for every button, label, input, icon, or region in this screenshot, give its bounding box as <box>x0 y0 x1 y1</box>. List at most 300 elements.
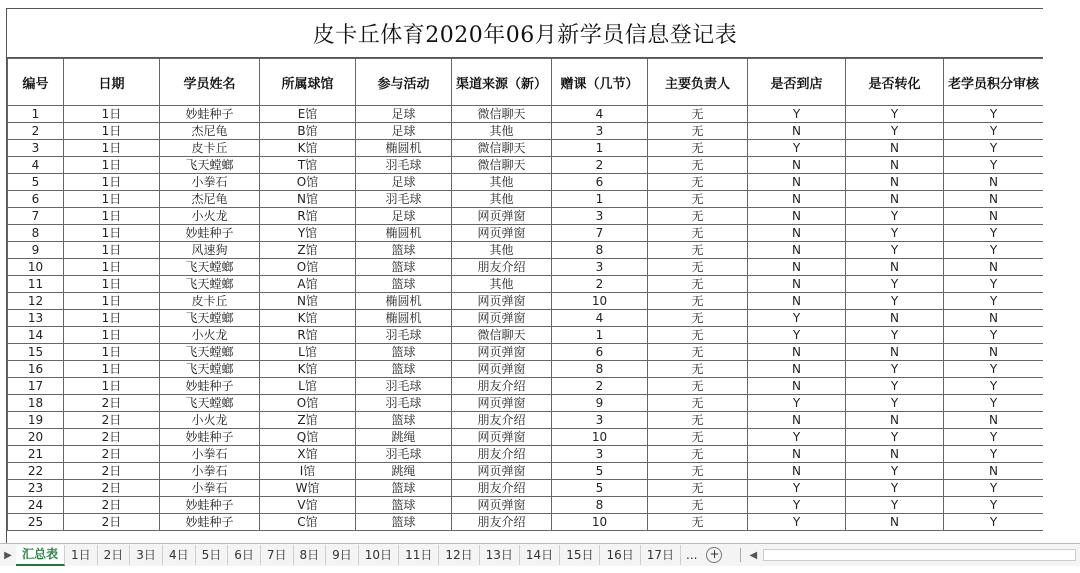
table-cell[interactable]: N <box>748 463 846 480</box>
table-cell[interactable]: 无 <box>648 276 748 293</box>
table-cell[interactable]: Q馆 <box>260 429 356 446</box>
table-cell[interactable]: B馆 <box>260 123 356 140</box>
table-cell[interactable]: C馆 <box>260 514 356 531</box>
sheet-tab[interactable]: 2日 <box>98 545 131 565</box>
table-cell[interactable]: 1日 <box>64 157 160 174</box>
table-cell[interactable]: X馆 <box>260 446 356 463</box>
table-cell[interactable]: 1日 <box>64 191 160 208</box>
table-cell[interactable]: 篮球 <box>356 276 452 293</box>
table-cell[interactable]: 1日 <box>64 242 160 259</box>
table-cell[interactable]: N馆 <box>260 191 356 208</box>
table-cell[interactable]: 1日 <box>64 361 160 378</box>
table-cell[interactable]: 其他 <box>452 123 552 140</box>
table-cell[interactable]: E馆 <box>260 106 356 123</box>
table-cell[interactable]: Y <box>748 514 846 531</box>
table-cell[interactable]: 5 <box>8 174 64 191</box>
column-header[interactable]: 学员姓名 <box>160 59 260 106</box>
table-cell[interactable]: N <box>944 412 1044 429</box>
table-cell[interactable]: 2 <box>8 123 64 140</box>
table-cell[interactable]: 朋友介绍 <box>452 378 552 395</box>
table-cell[interactable]: 20 <box>8 429 64 446</box>
table-cell[interactable]: 飞天螳螂 <box>160 310 260 327</box>
sheet-tab[interactable]: 13日 <box>480 545 520 565</box>
table-cell[interactable]: 杰尼龟 <box>160 123 260 140</box>
table-cell[interactable]: 微信聊天 <box>452 106 552 123</box>
table-cell[interactable]: O馆 <box>260 395 356 412</box>
sheet-tab[interactable]: 8日 <box>294 545 327 565</box>
table-cell[interactable]: 1 <box>552 327 648 344</box>
table-cell[interactable]: 无 <box>648 327 748 344</box>
table-cell[interactable]: 羽毛球 <box>356 378 452 395</box>
table-cell[interactable]: 18 <box>8 395 64 412</box>
sheet-tab[interactable]: 10日 <box>359 545 399 565</box>
table-cell[interactable]: 14 <box>8 327 64 344</box>
table-cell[interactable]: N <box>846 310 944 327</box>
table-cell[interactable]: 椭圆机 <box>356 310 452 327</box>
column-header[interactable]: 老学员积分审核 <box>944 59 1044 106</box>
table-cell[interactable]: 无 <box>648 514 748 531</box>
table-cell[interactable]: 其他 <box>452 276 552 293</box>
table-cell[interactable]: 无 <box>648 225 748 242</box>
table-cell[interactable]: 3 <box>552 123 648 140</box>
table-cell[interactable]: 羽毛球 <box>356 191 452 208</box>
table-cell[interactable]: Y <box>846 361 944 378</box>
table-cell[interactable]: 无 <box>648 242 748 259</box>
table-cell[interactable]: 无 <box>648 140 748 157</box>
table-cell[interactable]: 妙蛙种子 <box>160 514 260 531</box>
table-cell[interactable]: Y <box>944 293 1044 310</box>
table-cell[interactable]: 5 <box>552 480 648 497</box>
column-header[interactable]: 主要负责人 <box>648 59 748 106</box>
table-cell[interactable]: 飞天螳螂 <box>160 276 260 293</box>
table-cell[interactable]: 小拳石 <box>160 174 260 191</box>
table-cell[interactable]: N <box>846 140 944 157</box>
sheet-tab[interactable]: 12日 <box>439 545 479 565</box>
table-cell[interactable]: 羽毛球 <box>356 327 452 344</box>
table-cell[interactable]: Y <box>846 480 944 497</box>
table-cell[interactable]: 网页弹窗 <box>452 344 552 361</box>
table-cell[interactable]: Y <box>846 276 944 293</box>
table-cell[interactable]: 6 <box>8 191 64 208</box>
table-cell[interactable]: 2日 <box>64 463 160 480</box>
table-cell[interactable]: Y <box>748 480 846 497</box>
table-cell[interactable]: 无 <box>648 293 748 310</box>
table-cell[interactable]: N <box>748 208 846 225</box>
table-cell[interactable]: 无 <box>648 157 748 174</box>
table-cell[interactable]: Y <box>846 429 944 446</box>
table-cell[interactable]: N <box>846 259 944 276</box>
table-cell[interactable]: 网页弹窗 <box>452 429 552 446</box>
table-cell[interactable]: 篮球 <box>356 412 452 429</box>
table-cell[interactable]: 2日 <box>64 497 160 514</box>
table-cell[interactable]: N <box>846 157 944 174</box>
table-cell[interactable]: 1日 <box>64 106 160 123</box>
table-cell[interactable]: 7 <box>8 208 64 225</box>
table-cell[interactable]: 篮球 <box>356 344 452 361</box>
table-cell[interactable]: N <box>748 293 846 310</box>
table-cell[interactable]: Y <box>944 514 1044 531</box>
table-cell[interactable]: 1日 <box>64 293 160 310</box>
sheet-tab[interactable]: 4日 <box>163 545 196 565</box>
table-cell[interactable]: N <box>748 225 846 242</box>
table-cell[interactable]: 无 <box>648 361 748 378</box>
table-cell[interactable]: Y馆 <box>260 225 356 242</box>
column-header[interactable]: 是否转化 <box>846 59 944 106</box>
table-cell[interactable]: 飞天螳螂 <box>160 395 260 412</box>
table-cell[interactable]: 1日 <box>64 378 160 395</box>
table-cell[interactable]: 2 <box>552 157 648 174</box>
table-cell[interactable]: 无 <box>648 208 748 225</box>
column-header[interactable]: 渠道来源（新） <box>452 59 552 106</box>
sheet-tab[interactable]: 15日 <box>560 545 600 565</box>
table-cell[interactable]: 微信聊天 <box>452 140 552 157</box>
table-cell[interactable]: Y <box>748 327 846 344</box>
table-cell[interactable]: 网页弹窗 <box>452 361 552 378</box>
table-cell[interactable]: 羽毛球 <box>356 395 452 412</box>
table-cell[interactable]: 22 <box>8 463 64 480</box>
table-cell[interactable]: N <box>748 446 846 463</box>
table-cell[interactable]: N <box>944 344 1044 361</box>
table-cell[interactable]: 13 <box>8 310 64 327</box>
scroll-left-icon[interactable]: ◀ <box>749 549 758 561</box>
table-cell[interactable]: 其他 <box>452 174 552 191</box>
table-cell[interactable]: 小拳石 <box>160 446 260 463</box>
table-cell[interactable]: 21 <box>8 446 64 463</box>
table-cell[interactable]: 2日 <box>64 395 160 412</box>
table-cell[interactable]: 无 <box>648 378 748 395</box>
table-cell[interactable]: 无 <box>648 106 748 123</box>
table-cell[interactable]: 15 <box>8 344 64 361</box>
table-cell[interactable]: 朋友介绍 <box>452 259 552 276</box>
horizontal-scrollbar[interactable] <box>763 549 1076 561</box>
table-cell[interactable]: 2日 <box>64 446 160 463</box>
spreadsheet[interactable] <box>6 8 1043 544</box>
table-cell[interactable]: K馆 <box>260 361 356 378</box>
table-cell[interactable]: N <box>748 123 846 140</box>
table-cell[interactable]: 无 <box>648 480 748 497</box>
table-cell[interactable]: 4 <box>8 157 64 174</box>
table-cell[interactable]: 妙蛙种子 <box>160 378 260 395</box>
table-cell[interactable]: 4 <box>552 106 648 123</box>
table-cell[interactable]: 2 <box>552 276 648 293</box>
table-cell[interactable]: 3 <box>552 208 648 225</box>
table-cell[interactable]: Y <box>846 395 944 412</box>
table-cell[interactable]: 无 <box>648 446 748 463</box>
table-cell[interactable]: 网页弹窗 <box>452 310 552 327</box>
table-cell[interactable]: 3 <box>8 140 64 157</box>
table-cell[interactable]: 17 <box>8 378 64 395</box>
table-cell[interactable]: 1日 <box>64 276 160 293</box>
table-cell[interactable]: 10 <box>552 293 648 310</box>
table-cell[interactable]: 小火龙 <box>160 208 260 225</box>
play-arrow-icon[interactable]: ▶ <box>4 549 12 561</box>
table-cell[interactable]: N <box>846 344 944 361</box>
table-cell[interactable]: Y <box>944 395 1044 412</box>
table-cell[interactable]: 无 <box>648 191 748 208</box>
table-cell[interactable]: N <box>944 174 1044 191</box>
table-cell[interactable]: Y <box>846 378 944 395</box>
table-cell[interactable]: 2 <box>552 378 648 395</box>
table-cell[interactable]: 皮卡丘 <box>160 293 260 310</box>
table-cell[interactable]: 6 <box>552 344 648 361</box>
table-cell[interactable]: 飞天螳螂 <box>160 344 260 361</box>
table-cell[interactable]: Y <box>944 378 1044 395</box>
table-cell[interactable]: Y <box>944 123 1044 140</box>
column-header[interactable]: 赠课（几节） <box>552 59 648 106</box>
sheet-tab[interactable]: 11日 <box>399 545 439 565</box>
table-cell[interactable]: O馆 <box>260 174 356 191</box>
table-cell[interactable]: 4 <box>552 310 648 327</box>
table-cell[interactable]: N <box>748 344 846 361</box>
table-cell[interactable]: 无 <box>648 429 748 446</box>
table-cell[interactable]: 篮球 <box>356 361 452 378</box>
table-cell[interactable]: Y <box>748 429 846 446</box>
table-cell[interactable]: 足球 <box>356 174 452 191</box>
table-cell[interactable]: 篮球 <box>356 497 452 514</box>
table-cell[interactable]: 1日 <box>64 259 160 276</box>
table-cell[interactable]: N <box>748 378 846 395</box>
table-cell[interactable]: 8 <box>8 225 64 242</box>
table-cell[interactable]: 网页弹窗 <box>452 497 552 514</box>
table-cell[interactable]: 朋友介绍 <box>452 446 552 463</box>
table-cell[interactable]: N <box>846 446 944 463</box>
table-cell[interactable]: N <box>748 412 846 429</box>
column-header[interactable]: 编号 <box>8 59 64 106</box>
table-cell[interactable]: 篮球 <box>356 259 452 276</box>
table-cell[interactable]: Y <box>748 310 846 327</box>
table-cell[interactable]: 无 <box>648 497 748 514</box>
table-cell[interactable]: Y <box>944 429 1044 446</box>
table-cell[interactable]: N <box>944 463 1044 480</box>
table-cell[interactable]: K馆 <box>260 140 356 157</box>
table-cell[interactable]: 杰尼龟 <box>160 191 260 208</box>
table-cell[interactable]: 24 <box>8 497 64 514</box>
sheet-tab[interactable]: 7日 <box>261 545 294 565</box>
table-cell[interactable]: 羽毛球 <box>356 157 452 174</box>
table-cell[interactable]: N <box>846 191 944 208</box>
table-cell[interactable]: 跳绳 <box>356 463 452 480</box>
table-cell[interactable]: Y <box>846 208 944 225</box>
table-cell[interactable]: 网页弹窗 <box>452 225 552 242</box>
table-cell[interactable]: N <box>748 242 846 259</box>
table-cell[interactable]: O馆 <box>260 259 356 276</box>
table-cell[interactable]: Y <box>748 106 846 123</box>
table-cell[interactable]: N <box>748 191 846 208</box>
table-cell[interactable]: N <box>748 157 846 174</box>
table-cell[interactable]: N <box>748 259 846 276</box>
table-cell[interactable]: 椭圆机 <box>356 293 452 310</box>
table-cell[interactable]: Y <box>846 497 944 514</box>
table-cell[interactable]: 小火龙 <box>160 412 260 429</box>
table-cell[interactable]: 篮球 <box>356 514 452 531</box>
sheet-tab[interactable]: 1日 <box>65 545 98 565</box>
table-cell[interactable]: 妙蛙种子 <box>160 106 260 123</box>
sheet-tab[interactable]: 汇总表 <box>16 545 65 566</box>
table-cell[interactable]: 朋友介绍 <box>452 480 552 497</box>
table-cell[interactable]: 3 <box>552 412 648 429</box>
table-cell[interactable]: 1日 <box>64 123 160 140</box>
table-cell[interactable]: 3 <box>552 259 648 276</box>
table-cell[interactable]: 无 <box>648 174 748 191</box>
table-cell[interactable]: Y <box>944 242 1044 259</box>
table-cell[interactable]: N <box>944 208 1044 225</box>
table-cell[interactable]: K馆 <box>260 310 356 327</box>
table-cell[interactable]: 跳绳 <box>356 429 452 446</box>
table-cell[interactable]: 羽毛球 <box>356 446 452 463</box>
table-cell[interactable]: 10 <box>552 429 648 446</box>
table-cell[interactable]: 妙蛙种子 <box>160 497 260 514</box>
table-cell[interactable]: N <box>944 259 1044 276</box>
table-cell[interactable]: V馆 <box>260 497 356 514</box>
table-cell[interactable]: Y <box>846 242 944 259</box>
column-header[interactable]: 日期 <box>64 59 160 106</box>
table-cell[interactable]: N <box>748 361 846 378</box>
table-cell[interactable]: 12 <box>8 293 64 310</box>
table-cell[interactable]: 小拳石 <box>160 463 260 480</box>
table-cell[interactable]: Z馆 <box>260 242 356 259</box>
table-cell[interactable]: 2日 <box>64 412 160 429</box>
table-cell[interactable]: N <box>846 412 944 429</box>
table-cell[interactable]: L馆 <box>260 378 356 395</box>
sheet-tab[interactable]: 5日 <box>196 545 229 565</box>
table-cell[interactable]: 椭圆机 <box>356 225 452 242</box>
table-cell[interactable]: 9 <box>552 395 648 412</box>
table-cell[interactable]: 9 <box>8 242 64 259</box>
table-cell[interactable]: 1 <box>552 140 648 157</box>
table-cell[interactable]: Y <box>748 395 846 412</box>
table-cell[interactable]: R馆 <box>260 208 356 225</box>
table-cell[interactable]: A馆 <box>260 276 356 293</box>
table-cell[interactable]: 1日 <box>64 225 160 242</box>
table-cell[interactable]: 飞天螳螂 <box>160 157 260 174</box>
table-cell[interactable]: 飞天螳螂 <box>160 259 260 276</box>
table-cell[interactable]: N <box>846 174 944 191</box>
table-cell[interactable]: Y <box>846 123 944 140</box>
sheet-tab[interactable]: 16日 <box>600 545 640 565</box>
table-cell[interactable]: 其他 <box>452 242 552 259</box>
table-cell[interactable]: Y <box>846 106 944 123</box>
table-cell[interactable]: Y <box>846 225 944 242</box>
table-cell[interactable]: 25 <box>8 514 64 531</box>
sheet-tab[interactable]: 14日 <box>520 545 560 565</box>
table-cell[interactable]: 皮卡丘 <box>160 140 260 157</box>
table-cell[interactable]: Y <box>944 140 1044 157</box>
table-cell[interactable]: Y <box>846 463 944 480</box>
table-cell[interactable]: 2日 <box>64 514 160 531</box>
table-cell[interactable]: Y <box>944 157 1044 174</box>
table-cell[interactable]: 无 <box>648 259 748 276</box>
table-cell[interactable]: L馆 <box>260 344 356 361</box>
table-cell[interactable]: Z馆 <box>260 412 356 429</box>
table-cell[interactable]: 足球 <box>356 208 452 225</box>
table-cell[interactable]: 小拳石 <box>160 480 260 497</box>
table-cell[interactable]: 1 <box>8 106 64 123</box>
table-cell[interactable]: 2日 <box>64 429 160 446</box>
table-cell[interactable]: 2日 <box>64 480 160 497</box>
table-cell[interactable]: Y <box>944 480 1044 497</box>
table-cell[interactable]: 微信聊天 <box>452 327 552 344</box>
table-cell[interactable]: 7 <box>552 225 648 242</box>
table-cell[interactable]: 11 <box>8 276 64 293</box>
table-cell[interactable]: 风速狗 <box>160 242 260 259</box>
table-cell[interactable]: 3 <box>552 446 648 463</box>
table-cell[interactable]: T馆 <box>260 157 356 174</box>
column-header[interactable]: 参与活动 <box>356 59 452 106</box>
table-cell[interactable]: 小火龙 <box>160 327 260 344</box>
table-cell[interactable]: Y <box>944 327 1044 344</box>
table-cell[interactable]: Y <box>944 106 1044 123</box>
table-cell[interactable]: 1日 <box>64 140 160 157</box>
table-cell[interactable]: 网页弹窗 <box>452 463 552 480</box>
sheet-tab[interactable]: 9日 <box>326 545 359 565</box>
table-cell[interactable]: 1日 <box>64 327 160 344</box>
table-cell[interactable]: 无 <box>648 310 748 327</box>
table-cell[interactable]: 1日 <box>64 174 160 191</box>
table-cell[interactable]: 8 <box>552 361 648 378</box>
table-cell[interactable]: 无 <box>648 344 748 361</box>
column-header[interactable]: 是否到店 <box>748 59 846 106</box>
sheet-tab[interactable]: 3日 <box>130 545 163 565</box>
table-cell[interactable]: 足球 <box>356 123 452 140</box>
table-cell[interactable]: N <box>846 514 944 531</box>
table-cell[interactable]: 19 <box>8 412 64 429</box>
table-cell[interactable]: 妙蛙种子 <box>160 429 260 446</box>
table-cell[interactable]: 6 <box>552 174 648 191</box>
table-cell[interactable]: 足球 <box>356 106 452 123</box>
table-cell[interactable]: 飞天螳螂 <box>160 361 260 378</box>
table-cell[interactable]: 8 <box>552 242 648 259</box>
table-cell[interactable]: 朋友介绍 <box>452 514 552 531</box>
table-cell[interactable]: 微信聊天 <box>452 157 552 174</box>
sheet-tab[interactable]: 6日 <box>228 545 261 565</box>
table-cell[interactable]: N <box>748 174 846 191</box>
table-cell[interactable]: I馆 <box>260 463 356 480</box>
table-cell[interactable]: Y <box>944 276 1044 293</box>
table-cell[interactable]: 1日 <box>64 208 160 225</box>
table-cell[interactable]: N <box>944 191 1044 208</box>
table-cell[interactable]: 无 <box>648 463 748 480</box>
table-cell[interactable]: Y <box>846 293 944 310</box>
table-cell[interactable]: N馆 <box>260 293 356 310</box>
table-cell[interactable]: 23 <box>8 480 64 497</box>
table-cell[interactable]: 1日 <box>64 344 160 361</box>
table-cell[interactable]: 无 <box>648 412 748 429</box>
column-header[interactable]: 所属球馆 <box>260 59 356 106</box>
table-cell[interactable]: 1 <box>552 191 648 208</box>
table-cell[interactable]: Y <box>944 446 1044 463</box>
table-cell[interactable]: Y <box>944 225 1044 242</box>
table-cell[interactable]: 椭圆机 <box>356 140 452 157</box>
table-cell[interactable]: Y <box>748 497 846 514</box>
table-cell[interactable]: 16 <box>8 361 64 378</box>
table-cell[interactable]: 10 <box>552 514 648 531</box>
table-cell[interactable]: W馆 <box>260 480 356 497</box>
table-cell[interactable]: 无 <box>648 123 748 140</box>
table-cell[interactable]: 篮球 <box>356 242 452 259</box>
table-cell[interactable]: 8 <box>552 497 648 514</box>
table-cell[interactable]: 5 <box>552 463 648 480</box>
table-cell[interactable]: Y <box>748 140 846 157</box>
table-cell[interactable]: 10 <box>8 259 64 276</box>
table-cell[interactable]: N <box>748 276 846 293</box>
table-cell[interactable]: Y <box>944 361 1044 378</box>
plus-circle-icon[interactable]: + <box>706 547 722 563</box>
table-cell[interactable]: 篮球 <box>356 480 452 497</box>
table-cell[interactable]: 网页弹窗 <box>452 208 552 225</box>
table-cell[interactable]: 其他 <box>452 191 552 208</box>
more-tabs-button[interactable]: ... <box>686 548 698 562</box>
table-cell[interactable]: R馆 <box>260 327 356 344</box>
